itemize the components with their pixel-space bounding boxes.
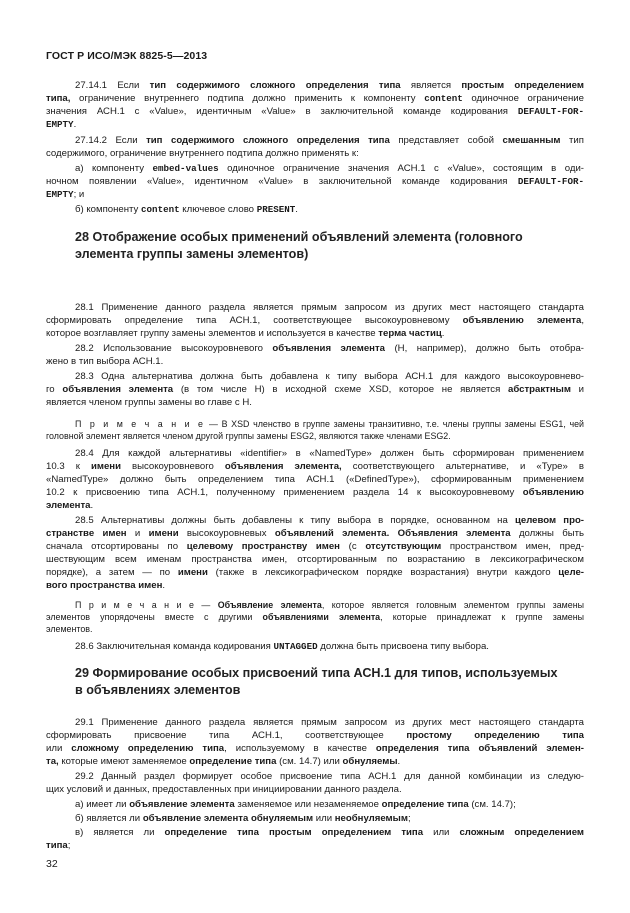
page-number: 32 (46, 858, 58, 870)
s29-item-b-line: б) является ли объявление элемента обнуляемым или необнуляемым; (75, 813, 411, 824)
s28-note2-line: элементов упорядочены вместе с другими объявлениями элемента, которые принадлежат к группе замены (46, 612, 585, 622)
s28-note1-line: головной элемент является членом другой группы замены ESG2, являются также членами ESG2. (46, 431, 451, 441)
s28-p5-line: шествующим всем именам пространства имен, отсортированным по возрастанию в лексикографическом (46, 554, 584, 565)
s29-p1-line: или сложному определению типа, используемому в качестве определения типа объявлений элемен- (46, 743, 584, 754)
s29-p1-line: 29.1 Применение данного раздела является прямым запросом из других мест настоящего стандарта (75, 717, 584, 728)
s28-p5-line: странстве имен и имени высокоуровневых объявлений элемента. Объявления элемента должны быть (46, 528, 584, 539)
s27-item-a-line: ночном появлении «Value», идентичном «Value» в заключительной команде кодирования DEFAULT-FOR- (46, 176, 584, 187)
s29-item-c-line: типа; (46, 840, 71, 851)
s28-p1-line: 28.1 Применение данного раздела является прямым запросом из других мест настоящего стандарта (75, 302, 584, 313)
page-header: ГОСТ Р ИСО/МЭК 8825-5—2013 (46, 50, 208, 62)
s28-note1-line: П р и м е ч а н и е — В XSD членство в группе замены транзитивно, т.е. члены группы замены ESG1, чей (75, 419, 584, 429)
s27-item-a-line: а) компоненту embed-values одиночное ограничение значения АСН.1 с «Value», состоящим в оди- (75, 163, 584, 174)
s27-item-b-line: б) компоненту content ключевое слово PRESENT. (75, 204, 298, 215)
s27-p2-line: 27.14.2 Если тип содержимого сложного определения типа представляет собой смешанным тип (75, 135, 584, 146)
s28-p3-line: 28.3 Одна альтернатива должна быть добавлена к типу выбора АСН.1 для каждого высокоуровнево- (75, 371, 584, 382)
s28-p4-line: «NamedType» должно быть определением типа АСН.1 («DefinedType»), сформированным применением (46, 474, 584, 485)
s28-p5-line: вого пространства имен. (46, 580, 166, 591)
s27-p1-line: типа, ограничение внутреннего подтипа должно применить к компоненту content одиночное ограничение (46, 93, 585, 104)
s28-p2-line: жено в тип выбора АСН.1. (46, 356, 164, 367)
s28-p3-line: является членом группы замены во главе с Н. (46, 397, 252, 408)
s27-p2-line: содержимого, ограничение внутреннего подтипа должно применять к: (46, 148, 359, 159)
s28-p1-line: которое возглавляет группу замены элементов и используется в качестве терма частиц. (46, 328, 445, 339)
s28-note2-line: элементов. (46, 624, 93, 634)
section-28-heading: 28 Отображение особых применений объявлений элемента (головного элемента группы замены элементов) (75, 230, 523, 261)
s28-p4-line: 10.2 к присвоению типа АСН.1, полученному применением раздела 14 к высокоуровневому объявлению (46, 487, 584, 498)
s27-p1-line: значения АСН.1 с «Value», идентичным «Value» в заключительной команде кодирования DEFAULT-FOR- (46, 106, 584, 117)
s28-note2-line: П р и м е ч а н и е — Объявление элемента, которое является головным элементом группы замены (75, 600, 585, 610)
s29-p2-line: щих условий и данных, предоставленных при инициировании данного раздела. (46, 784, 402, 795)
s28-p5-line: порядке), а затем — по имени (также в лексикографическом порядке возрастания) внутри каждого целе- (46, 567, 584, 578)
s28-p3-line: го объявления элемента (в том числе Н) в исходной схеме XSD, которое не является абстрактным и (46, 384, 585, 395)
s28-p1-line: сформировать определение типа АСН.1, соответствующее высокоуровневому объявлению элемента, (46, 315, 584, 326)
s28-p5-line: 28.5 Альтернативы должны быть добавлены к типу выбора в порядке, основанном на целевом про- (75, 515, 585, 526)
s29-item-c-line: в) является ли определение типа простым определением типа или сложным определением (75, 827, 584, 838)
s29-item-a-line: а) имеет ли объявление элемента заменяемое или незаменяемое определение типа (см. 14.7); (75, 799, 516, 810)
s28-p6-line: 28.6 Заключительная команда кодирования UNTAGGED должна быть присвоена типу выбора. (75, 641, 489, 652)
s27-p1-line: EMPTY. (46, 119, 77, 130)
s28-p4-line: элемента. (46, 500, 94, 511)
s29-p1-line: сформировать присвоение типа АСН.1, соответствующее простому определению типа (46, 730, 585, 741)
s28-p4-line: 10.3 к имени высокоуровневого объявления элемента, соответствующего альтернативе, и «Type» в (46, 461, 584, 472)
section-29-heading: 29 Формирование особых присвоений типа АСН.1 для типов, используемых в объявлениях элементов (75, 666, 558, 697)
s29-p2-line: 29.2 Данный раздел формирует особое присвоение типа АСН.1 для данной комбинации из следую- (75, 771, 584, 782)
s28-p2-line: 28.2 Использование высокоуровневого объявления элемента (Н, например), должно быть отобра- (75, 343, 585, 354)
s27-p1-line: 27.14.1 Если тип содержимого сложного определения типа является простым определением (75, 80, 584, 91)
s29-p1-line: та, которые имеют заменяемое определение типа (см. 14.7) или обнуляемы. (46, 756, 401, 767)
s27-item-a-line: EMPTY; и (46, 189, 85, 200)
s28-p4-line: 28.4 Для каждой альтернативы «identifier» в «NamedType» должен быть сформирован применением (75, 448, 584, 459)
s28-p5-line: сначала отсортированы по целевому пространству имен (с отсутствующим пространством имен, пред- (46, 541, 585, 552)
